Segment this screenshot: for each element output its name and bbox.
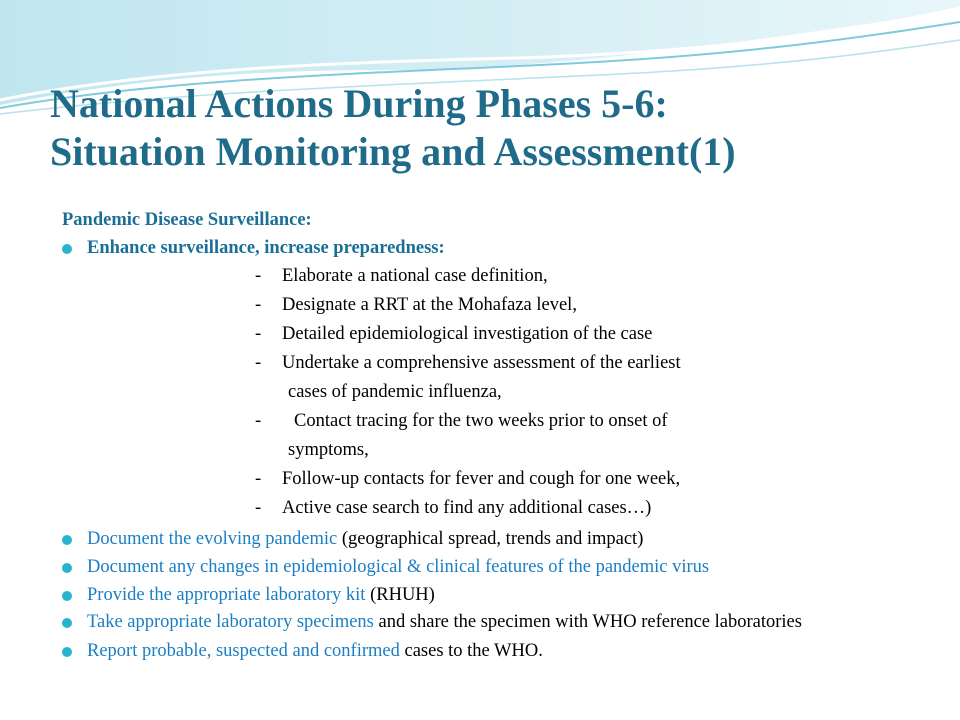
sub-item [62,262,922,291]
bullet-highlight: Document the evolving pandemic [87,529,338,549]
dash-marker: - [255,295,262,315]
section-heading: Pandemic Disease Surveillance: [62,210,312,230]
bullet-text: Enhance surveillance, increase preparedness: [87,238,445,258]
bullet-highlight: Report probable, suspected and confirmed [87,641,400,661]
bullet-dot-icon [62,647,72,657]
sub-item [62,320,922,349]
bullet-document-changes [62,553,922,581]
sub-item [62,465,922,494]
sub-item-continuation [62,378,922,407]
sub-item [62,291,922,320]
sub-item-text: Elaborate a national case definition, [282,266,548,286]
bullet-rest: cases to the WHO. [399,641,543,661]
bullet-dot-icon [62,244,72,254]
bullet-lab-kit [62,581,922,609]
sub-item [62,349,922,378]
bullet-dot-icon [62,618,72,628]
bullet-highlight: Provide the appropriate laboratory kit [87,585,366,605]
sub-item [62,494,922,523]
bullet-rest: (RHUH) [365,585,435,605]
sub-item-text: Designate a RRT at the Mohafaza level, [282,295,577,315]
bullet-dot-icon [62,535,72,545]
sub-item-continuation [62,436,922,465]
bullet-highlight: Document any changes in epidemiological & clinical features of the pandemic virus [87,557,710,577]
dash-marker: - [255,469,262,489]
slide-body [62,206,922,665]
bullet-report-cases [62,637,922,665]
bullet-rest: (geographical spread, trends and impact) [337,529,644,549]
bullet-enhance-surveillance [62,234,922,262]
slide-title [50,80,930,176]
bullet-highlight: Take appropriate laboratory specimens [87,612,374,632]
title-line-1: National Actions During Phases 5-6: [50,81,668,126]
bullet-document-pandemic [62,525,922,553]
bullet-lab-specimens [62,609,922,637]
bullet-dot-icon [62,563,72,573]
sub-item-text: Follow-up contacts for fever and cough for one week, [282,469,681,489]
dash-marker: - [255,498,262,518]
bullet-rest: and share the specimen with WHO reference laboratories [373,612,802,632]
sub-item-text: cases of pandemic influenza, [288,382,502,402]
sub-item-text: Contact tracing for the two weeks prior to onset of [294,411,668,431]
dash-marker: - [255,411,262,431]
dash-marker: - [255,266,262,286]
sub-item-text: Undertake a comprehensive assessment of the earliest [282,353,681,373]
title-line-2: Situation Monitoring and Assessment(1) [50,129,736,174]
sub-item-text: Active case search to find any additional cases…) [282,498,652,518]
sub-item-text: symptoms, [288,440,369,460]
sub-item-text: Detailed epidemiological investigation of the case [282,324,653,344]
dash-marker: - [255,324,262,344]
sub-item [62,407,922,436]
bullet-dot-icon [62,591,72,601]
dash-marker: - [255,353,262,373]
